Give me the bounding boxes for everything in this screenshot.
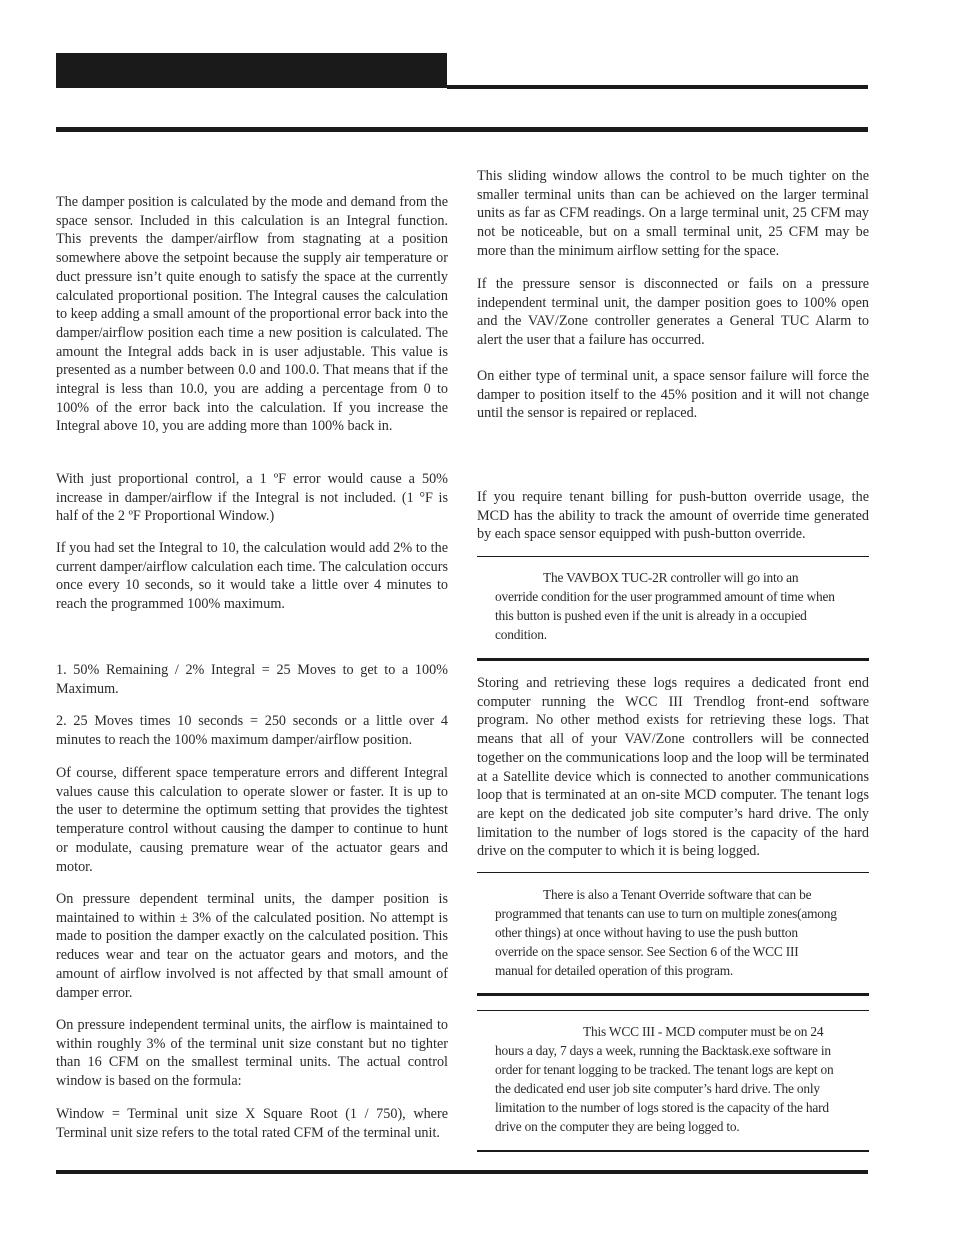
paragraph-window-formula: Window = Terminal unit size X Square Root (1 / 750), where Terminal unit size refers to the total rated CFM of the terminal unit. [56,1106,448,1141]
header-rule [56,127,868,132]
note-override: The VAVBOX TUC-2R controller will go into an override condition for the user programmed amount of time when this button is pushed even if the unit is already in a occupied condition. [495,570,835,642]
paragraph-storing-logs: Storing and retrieving these logs requires a dedicated front end computer running the WCC III Trendlog front-end software program. No other method exists for retrieving these logs. That means that all of your VAV/Zone controllers will be connected together on the communications loop and the loop will be terminated at a Satellite device which is connected to another communications loop that is terminated at an on-site MCD computer. The tenant logs are kept on the dedicated job site computer’s hard drive. The only limitation to the number of logs stored is the capacity of the hard drive on the computer to which it is being logged. [477,675,869,860]
paragraph-integral-intro: The damper position is calculated by the mode and demand from the space sensor. Included in this calculation is an Integral function. This prevents the damper/airflow from stagnating at a position somewhere above the setpoint because the supply air temperature or duct pressure isn’t quite enough to satisfy the space at the currently calculated proportional position. The Integral causes the calculation to keep adding a small amount of the proportional error back into the damper/airflow position each time a new position is calculated. The amount the Integral adds back in is user adjustable. This value is presented as a number between 0.0 and 100.0. That means that if the integral is less than 10.0, you are adding a percentage from 0 to 100% of the error back into the calculation. If you increase the Integral above 10, you are adding more than 100% back in. [56,194,448,435]
paragraph-proportional: With just proportional control, a 1 ºF error would cause a 50% increase in damper/airflow if the Integral is not included. (1 °F is half of the 2 ºF Proportional Window.) [56,471,448,525]
header-rule-top [447,85,868,89]
paragraph-space-sensor-failure: On either type of terminal unit, a space sensor failure will force the damper to position itself to the 45% position and it will not change until the sensor is repaired or replaced. [477,368,869,422]
note-rule-bottom [477,993,869,996]
calc-step-1: 1. 50% Remaining / 2% Integral = 25 Moves to get to a 100% Maximum. [56,662,448,697]
paragraph-integral-example: If you had set the Integral to 10, the calculation would add 2% to the current damper/airflow calculation each time. The calculation occurs once every 10 seconds, so it would take a little over 4 minutes to reach the programmed 100% maximum. [56,540,448,613]
paragraph-optimum-setting: Of course, different space temperature errors and different Integral values cause this calculation to operate slower or faster. It is up to the user to determine the optimum setting that provides the tightest temperature control without causing the damper to continue to hunt or modulate, causing premature wear of the actuator gears and motor. [56,765,448,875]
calc-step-2: 2. 25 Moves times 10 seconds = 250 seconds or a little over 4 minutes to reach the 100% maximum damper/airflow position. [56,713,448,748]
note-mcd-computer: This WCC III - MCD computer must be on 24 hours a day, 7 days a week, running the Backtask.exe software in order for tenant logging to be tracked. The tenant logs are kept on the dedicated end user job site computer’s hard drive. The only limitation to the number of logs stored is the capacity of the hard drive on the computer they are being logged to. [495,1024,834,1134]
note-rule-top [477,872,869,873]
paragraph-pressure-independent: On pressure independent terminal units, the airflow is maintained to within roughly 3% of the terminal unit size constant but no tighter than 16 CFM on the smallest terminal units. The actual control window is based on the formula: [56,1017,448,1090]
header-bar [56,53,447,88]
paragraph-sliding-window: This sliding window allows the control to be much tighter on the smaller terminal units than can be achieved on the larger terminal units as far as CFM readings. On a large terminal unit, 25 CFM may not be noticeable, but on a small terminal unit, 25 CFM may be more than the minimum airflow setting for the space. [477,168,869,259]
note-tenant-override: There is also a Tenant Override software that can be programmed that tenants can use to turn on multiple zones(among other things) at once without having to use the push button override on the space sensor. See Section 6 of the WCC III manual for detailed operation of this program. [495,887,837,978]
note-rule-top [477,1010,869,1011]
note-rule-top [477,556,869,557]
note-rule-bottom [477,658,869,661]
paragraph-pressure-dependent: On pressure dependent terminal units, the damper position is maintained to within ± 3% of the calculated position. No attempt is made to position the damper exactly on the calculated position. This reduces wear and tear on the actuator gears and motors, and the amount of airflow involved is not affected by that small amount of damper error. [56,891,448,1001]
paragraph-tenant-billing: If you require tenant billing for push-button override usage, the MCD has the ability to track the amount of override time generated by each space sensor equipped with push-button override. [477,489,869,543]
note-rule-bottom [477,1150,869,1152]
footer-rule [56,1170,868,1174]
paragraph-sensor-failure: If the pressure sensor is disconnected or fails on a pressure independent terminal unit, the damper position goes to 100% open and the VAV/Zone controller generates a General TUC Alarm to alert the user that a failure has occurred. [477,276,869,349]
